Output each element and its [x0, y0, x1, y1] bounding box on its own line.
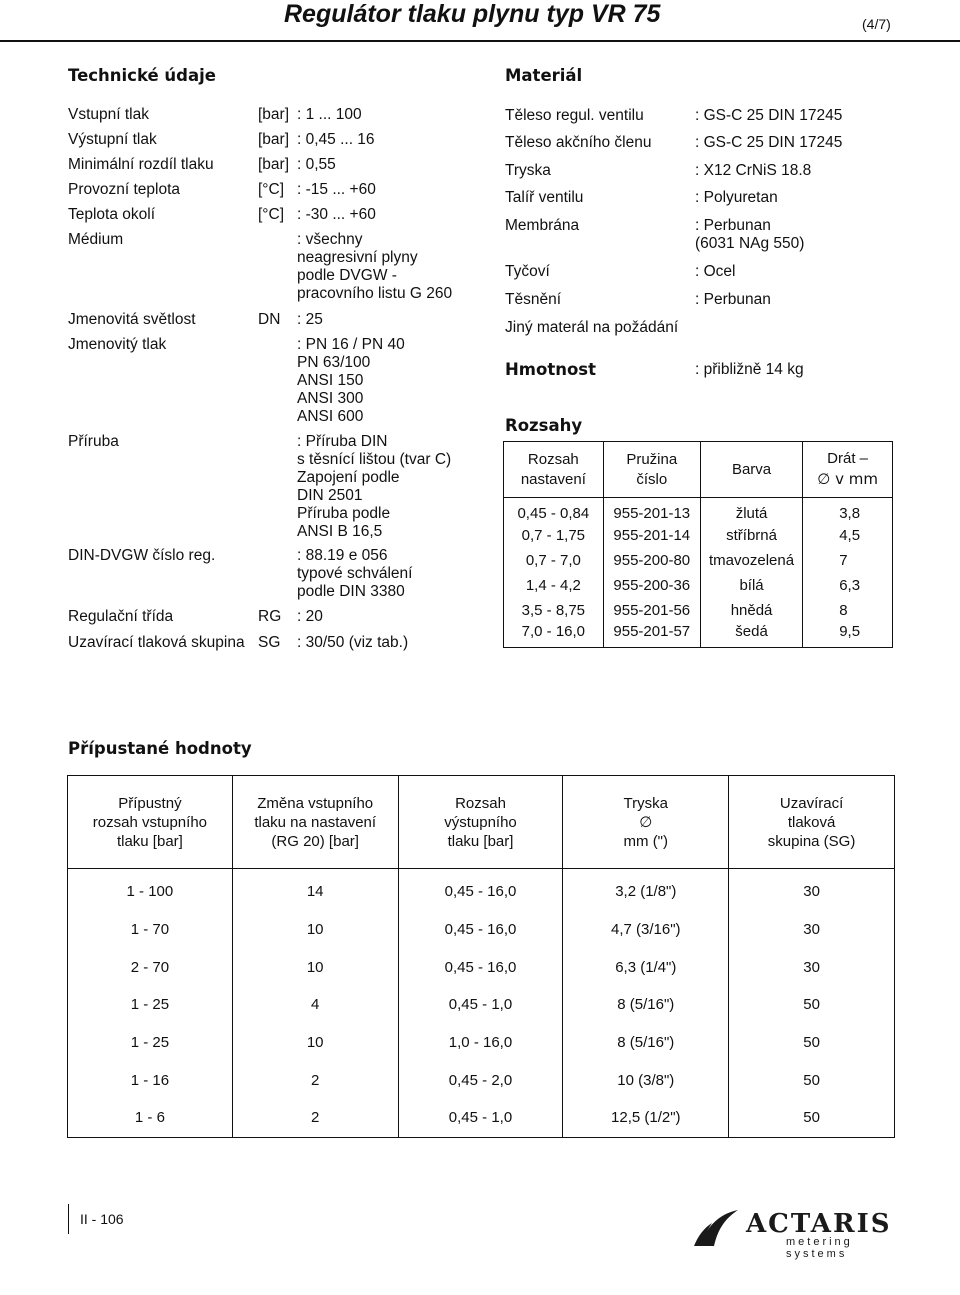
allowed-cell: 14: [232, 869, 398, 911]
tech-value-line: ANSI B 16,5: [297, 523, 383, 540]
tech-value-line: PN 63/100: [297, 354, 371, 371]
tech-value-line: : 88.19 e 056: [297, 547, 388, 564]
logo-tagline: metering systems: [786, 1236, 853, 1260]
allowed-cell: 30: [729, 911, 895, 949]
allowed-header-cell: [729, 776, 895, 869]
allowed-cell: 4: [232, 986, 398, 1024]
allowed-row: [68, 1061, 895, 1099]
tech-value: [297, 336, 405, 426]
tech-value-line: neagresivní plyny: [297, 249, 418, 266]
allowed-cell: 0,45 - 16,0: [398, 869, 563, 911]
material-label: Tyčoví: [505, 263, 550, 280]
ranges-header-text: číslo: [636, 470, 668, 488]
section-title-allowed: Přípustané hodnoty: [68, 739, 252, 758]
ranges-cell: 0,45 - 0,84: [517, 504, 590, 522]
weight-value: : přibližně 14 kg: [695, 361, 804, 378]
ranges-header-text: Rozsah: [527, 450, 579, 468]
ranges-cell: 955-201-13: [603, 498, 700, 523]
allowed-cell: 4,7 (3/16"): [563, 911, 729, 949]
allowed-cell: 1,0 - 16,0: [398, 1024, 563, 1062]
material-label: Těsnění: [505, 291, 562, 308]
tech-label: Výstupní tlak: [68, 131, 157, 148]
ranges-cell: tmavozelená: [700, 548, 802, 573]
ranges-header-cell: [603, 442, 700, 498]
tech-value-line: : 25: [297, 311, 323, 328]
tech-label: Vstupní tlak: [68, 106, 149, 123]
tech-unit: SG: [258, 634, 281, 651]
allowed-cell: 1 - 6: [134, 1109, 165, 1127]
allowed-row: [68, 1099, 895, 1137]
tech-label: Jmenovitá světlost: [68, 311, 196, 328]
allowed-cell: 50: [729, 1024, 895, 1062]
logo-wordmark: ACTARIS: [746, 1209, 892, 1239]
allowed-row: [68, 869, 895, 911]
header-divider: [0, 40, 960, 42]
tech-value: [297, 634, 408, 652]
tech-value: [297, 106, 362, 124]
allowed-header-text: tlaku [bar]: [116, 832, 183, 850]
tech-value-line: : PN 16 / PN 40: [297, 336, 405, 353]
material-row: [505, 319, 678, 337]
ranges-header-text: ∅ v mm: [817, 470, 878, 488]
tech-value-line: ANSI 150: [297, 372, 364, 389]
document-title: Regulátor tlaku plynu typ VR 75: [284, 0, 661, 28]
material-value: [695, 291, 771, 309]
allowed-cell: 2: [232, 1061, 398, 1099]
allowed-cell: 50: [729, 986, 895, 1024]
ranges-cell: 955-200-80: [603, 548, 700, 573]
tech-value-line: s těsnící lištou (tvar C): [297, 451, 452, 468]
tech-value-line: Příruba podle: [297, 505, 391, 522]
tech-value-line: Zapojení podle: [297, 469, 400, 486]
ranges-cell: bílá: [700, 573, 802, 598]
tech-label: Médium: [68, 231, 124, 248]
tech-unit: DN: [258, 311, 281, 328]
allowed-header-text: rozsah vstupního: [92, 813, 208, 831]
material-label: Tryska: [505, 162, 551, 179]
allowed-header-text: tlaková: [787, 813, 836, 831]
material-value-line: (6031 NAg 550): [695, 235, 805, 252]
allowed-header-text: tlaku na nastavení: [254, 813, 377, 831]
tech-label: Minimální rozdíl tlaku: [68, 156, 214, 173]
ranges-header-cell: [504, 442, 604, 498]
material-value-line: : Polyuretan: [695, 189, 778, 206]
allowed-cell: 10: [232, 948, 398, 986]
section-title-tech: Technické údaje: [68, 66, 216, 85]
page-id: II - 106: [80, 1211, 124, 1227]
ranges-cell: hnědá: [700, 598, 802, 623]
material-value-line: : Perbunan: [695, 291, 771, 308]
tech-unit: RG: [258, 608, 282, 625]
tech-value-line: : 0,55: [297, 156, 336, 173]
tech-value: [297, 311, 323, 329]
ranges-table-header: [504, 442, 893, 498]
ranges-cell: 955-201-14: [603, 523, 700, 548]
ranges-cell: 955-200-36: [603, 573, 700, 598]
allowed-header-text: tlaku [bar]: [447, 832, 514, 850]
allowed-values-table: [67, 775, 895, 1138]
tech-value-line: : -15 ... +60: [297, 181, 376, 198]
allowed-cell: 10 (3/8"): [563, 1061, 729, 1099]
material-value: [695, 107, 842, 125]
allowed-cell: 0,45 - 1,0: [398, 986, 563, 1024]
ranges-row: [504, 523, 893, 548]
tech-unit: [°C]: [258, 181, 285, 198]
tech-value-line: typové schválení: [297, 565, 413, 582]
material-value: [695, 162, 811, 180]
allowed-cell: 1 - 100: [126, 883, 174, 901]
ranges-cell: 6,3: [803, 573, 893, 598]
allowed-cell: 12,5 (1/2"): [563, 1099, 729, 1137]
ranges-table: [503, 441, 893, 648]
page-counter: (4/7): [862, 16, 891, 32]
allowed-cell: 1 - 25: [130, 996, 170, 1014]
tech-value: [297, 131, 375, 149]
material-label: Talíř ventilu: [505, 189, 584, 206]
ranges-cell: 4,5: [803, 523, 893, 548]
allowed-cell: 2 - 70: [130, 958, 170, 976]
tech-label: Regulační třída: [68, 608, 174, 625]
ranges-cell: 0,7 - 7,0: [525, 551, 581, 569]
allowed-header-text: Uzavírací: [779, 794, 844, 812]
allowed-cell: 0,45 - 1,0: [398, 1099, 563, 1137]
ranges-header-text: Barva: [731, 460, 772, 478]
tech-value: [297, 181, 376, 199]
allowed-cell: 50: [729, 1061, 895, 1099]
allowed-header-cell: [398, 776, 563, 869]
ranges-cell: šedá: [700, 623, 802, 648]
tech-value-line: podle DIN 3380: [297, 583, 405, 600]
tech-label: Příruba: [68, 433, 119, 450]
tech-value: [297, 608, 323, 626]
allowed-header-cell: [232, 776, 398, 869]
tech-value-line: : všechny: [297, 231, 363, 248]
ranges-cell: 1,4 - 4,2: [525, 576, 581, 594]
ranges-header-cell: [700, 442, 802, 498]
ranges-cell: 3,5 - 8,75: [521, 601, 586, 619]
allowed-cell: 1 - 16: [130, 1071, 170, 1089]
ranges-cell: 7: [803, 548, 893, 573]
tech-value-line: : -30 ... +60: [297, 206, 376, 223]
tech-value-line: ANSI 300: [297, 390, 364, 407]
material-label: Membrána: [505, 217, 580, 234]
tech-value: [297, 547, 412, 601]
material-value-line: : Perbunan: [695, 217, 771, 234]
allowed-cell: 6,3 (1/4"): [563, 948, 729, 986]
ranges-cell: 3,8: [803, 498, 893, 523]
allowed-row: [68, 911, 895, 949]
section-title-material: Materiál: [505, 66, 583, 85]
ranges-row: [504, 548, 893, 573]
tech-value: [297, 206, 376, 224]
tech-unit: [°C]: [258, 206, 285, 223]
allowed-cell: 2: [232, 1099, 398, 1137]
allowed-table-body: [68, 869, 895, 1138]
ranges-row: [504, 498, 893, 523]
tech-value-line: : 30/50 (viz tab.): [297, 634, 409, 651]
allowed-header-text: Tryska: [623, 794, 668, 812]
material-row: [505, 291, 771, 309]
allowed-header-text: skupina (SG): [767, 832, 856, 850]
ranges-header-text: nastavení: [520, 470, 586, 488]
material-row: [505, 217, 805, 252]
tech-unit: [bar]: [258, 156, 290, 173]
tech-value: [297, 433, 451, 541]
tech-value-line: : 0,45 ... 16: [297, 131, 375, 148]
tech-value: [297, 156, 336, 174]
ranges-row: [504, 598, 893, 623]
material-value: [695, 217, 804, 253]
actaris-logo: [692, 1206, 902, 1260]
allowed-cell: 50: [729, 1099, 895, 1137]
tech-label: Teplota okolí: [68, 206, 156, 223]
allowed-header-text: ∅: [639, 812, 653, 831]
material-value-line: : X12 CrNiS 18.8: [695, 162, 812, 179]
material-label: Jiný materál na požádání: [505, 319, 679, 336]
material-value-line: : GS-C 25 DIN 17245: [695, 107, 843, 124]
ranges-header-cell: [803, 442, 893, 498]
material-label: Těleso regul. ventilu: [505, 107, 644, 124]
material-row: [505, 189, 778, 207]
allowed-cell: 8 (5/16"): [563, 1024, 729, 1062]
ranges-row: [504, 573, 893, 598]
ranges-table-body: [504, 498, 893, 648]
material-row: [505, 263, 736, 281]
allowed-header-text: výstupního: [444, 813, 517, 831]
allowed-cell: 1 - 70: [130, 921, 170, 939]
section-title-weight: Hmotnost: [505, 360, 597, 379]
material-value: [695, 189, 778, 207]
material-value-line: : Ocel: [695, 263, 736, 280]
tech-label: Jmenovitý tlak: [68, 336, 167, 353]
ranges-header-text: Pružina: [626, 450, 678, 468]
ranges-cell: stříbrná: [700, 523, 802, 548]
allowed-cell: 8 (5/16"): [563, 986, 729, 1024]
ranges-header-text: Drát –: [827, 450, 869, 467]
allowed-header-text: Změna vstupního: [257, 794, 374, 812]
allowed-row: [68, 1024, 895, 1062]
ranges-cell: 0,7 - 1,75: [521, 526, 586, 544]
allowed-header-cell: [563, 776, 729, 869]
ranges-cell: 8: [803, 598, 893, 623]
allowed-header-cell: [68, 776, 233, 869]
material-row: [505, 162, 812, 180]
ranges-cell: žlutá: [700, 498, 802, 523]
allowed-header-text: Rozsah: [455, 794, 506, 812]
allowed-row: [68, 986, 895, 1024]
tech-label: DIN-DVGW číslo reg.: [68, 547, 216, 564]
section-title-ranges: Rozsahy: [505, 416, 583, 435]
ranges-row: [504, 623, 893, 648]
tech-value-line: ANSI 600: [297, 408, 364, 425]
tech-unit: [bar]: [258, 106, 290, 123]
tech-value-line: pracovního listu G 260: [297, 285, 453, 302]
material-value: [695, 263, 735, 281]
material-value-line: : GS-C 25 DIN 17245: [695, 134, 843, 151]
material-value: [695, 134, 842, 152]
allowed-cell: 30: [729, 869, 895, 911]
ranges-cell: 955-201-56: [603, 598, 700, 623]
tech-label: Uzavírací tlaková skupina: [68, 634, 245, 651]
allowed-cell: 0,45 - 2,0: [398, 1061, 563, 1099]
allowed-cell: 0,45 - 16,0: [398, 911, 563, 949]
tech-value-line: : Příruba DIN: [297, 433, 388, 450]
tech-unit: [bar]: [258, 131, 290, 148]
allowed-cell: 0,45 - 16,0: [398, 948, 563, 986]
allowed-header-text: mm ("): [623, 832, 669, 850]
allowed-header-text: (RG 20) [bar]: [271, 832, 359, 850]
tech-value-line: DIN 2501: [297, 487, 363, 504]
allowed-cell: 1 - 25: [130, 1034, 170, 1052]
tech-value-line: : 1 ... 100: [297, 106, 362, 123]
tech-value: [297, 231, 452, 303]
allowed-cell: 30: [729, 948, 895, 986]
ranges-cell: 7,0 - 16,0: [521, 623, 586, 641]
tech-value-line: : 20: [297, 608, 323, 625]
allowed-cell: 3,2 (1/8"): [563, 869, 729, 911]
ranges-cell: 955-201-57: [603, 623, 700, 648]
allowed-row: [68, 948, 895, 986]
material-label: Těleso akčního členu: [505, 134, 652, 151]
actaris-logo-icon: [692, 1206, 744, 1252]
allowed-table-header: [68, 776, 895, 869]
tech-value-line: podle DVGW -: [297, 267, 397, 284]
allowed-cell: 10: [232, 911, 398, 949]
ranges-cell: 9,5: [803, 623, 893, 648]
allowed-cell: 10: [232, 1024, 398, 1062]
allowed-header-text: Přípustný: [118, 794, 182, 812]
tech-label: Provozní teplota: [68, 181, 181, 198]
material-row: [505, 134, 843, 152]
material-row: [505, 107, 843, 125]
